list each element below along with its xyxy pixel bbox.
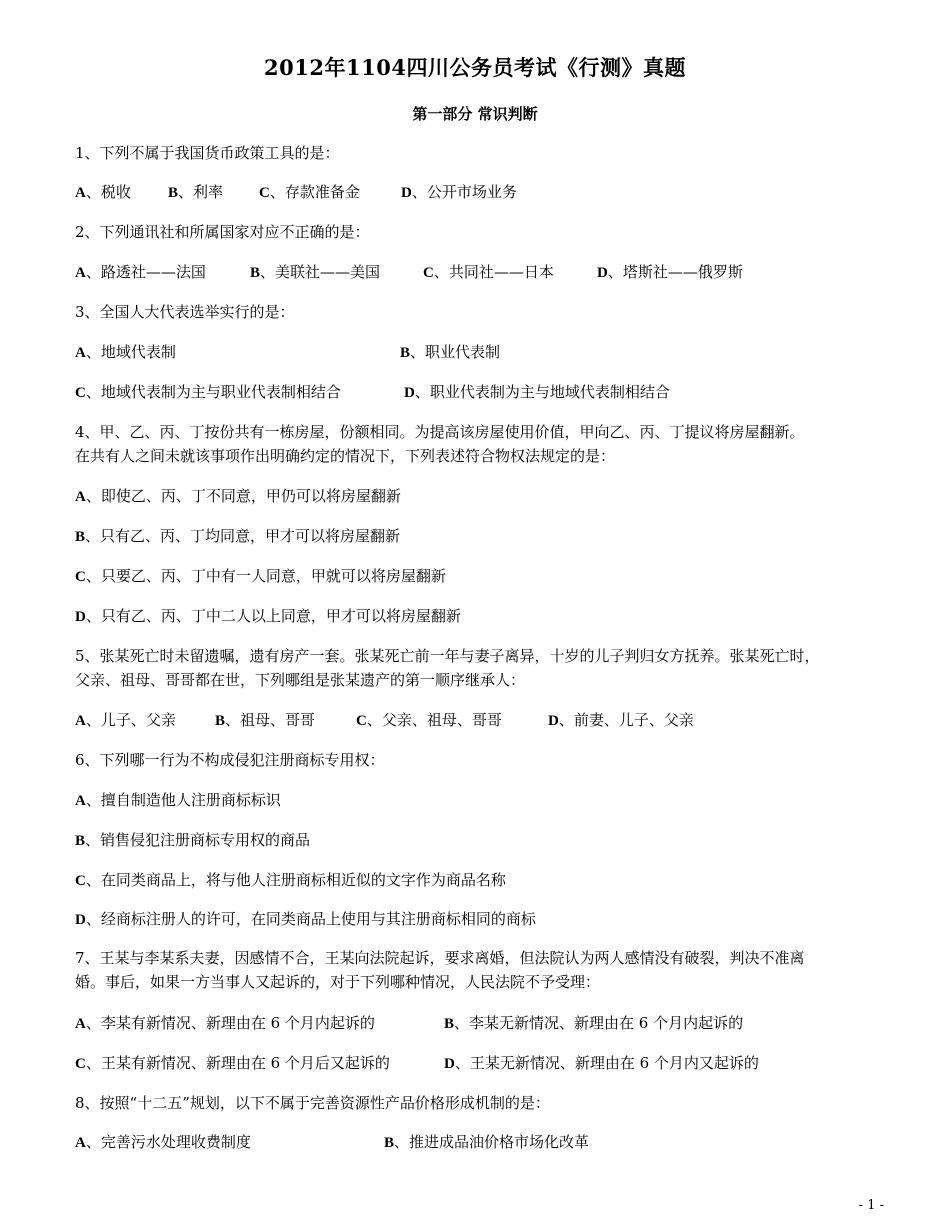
q5-option-d: D、前妻、儿子、父亲 (548, 711, 694, 729)
q3-option-a: A、地域代表制 (75, 343, 176, 361)
q1-option-d: D、公开市场业务 (401, 183, 517, 201)
question-2: 2、下列通讯社和所属国家对应不正确的是： (75, 223, 370, 241)
question-8: 8、按照“十二五”规划，以下不属于完善资源性产品价格形成机制的是： (75, 1094, 550, 1112)
question-1: 1、下列不属于我国货币政策工具的是： (75, 144, 340, 162)
question-5-line-1: 5、张某死亡时未留遗嘱，遗有房产一套。张某死亡前一年与妻子离异，十岁的儿子判归女方抚养。张某死亡时， (75, 647, 820, 665)
question-7-line-1: 7、王某与李某系夫妻，因感情不合，王某向法院起诉，要求离婚，但法院认为两人感情没有破裂，判决不准离 (75, 949, 805, 967)
q8-option-b: B、推进成品油价格市场化改革 (384, 1133, 590, 1151)
q3-option-c: C、地域代表制为主与职业代表制相结合 (75, 383, 341, 401)
question-4-line-2: 在共有人之间未就该事项作出明确约定的情况下，下列表述符合物权法规定的是： (75, 447, 616, 465)
q4-option-d: D、只有乙、丙、丁中二人以上同意，甲才可以将房屋翻新 (75, 607, 461, 625)
q4-option-a: A、即使乙、丙、丁不同意，甲仍可以将房屋翻新 (75, 487, 401, 505)
question-6: 6、下列哪一行为不构成侵犯注册商标专用权： (75, 751, 385, 769)
question-5-line-2: 父亲、祖母、哥哥都在世，下列哪组是张某遗产的第一顺序继承人： (75, 671, 526, 689)
q2-option-d: D、塔斯社——俄罗斯 (597, 263, 743, 281)
q6-option-c: C、在同类商品上，将与他人注册商标相近似的文字作为商品名称 (75, 871, 506, 889)
q1-option-b: B、利率 (168, 183, 224, 201)
q4-option-c: C、只要乙、丙、丁中有一人同意，甲就可以将房屋翻新 (75, 567, 446, 585)
question-3: 3、全国人大代表选举实行的是： (75, 303, 295, 321)
q2-option-c: C、共同社——日本 (423, 263, 554, 281)
q7-option-a: A、李某有新情况、新理由在 6 个月内起诉的 (75, 1014, 375, 1032)
q3-option-d: D、职业代表制为主与地域代表制相结合 (404, 383, 670, 401)
q2-option-b: B、美联社——美国 (250, 263, 381, 281)
q8-option-a: A、完善污水处理收费制度 (75, 1133, 251, 1151)
section-heading: 第一部分 常识判断 (412, 105, 538, 123)
q7-option-b: B、李某无新情况、新理由在 6 个月内起诉的 (444, 1014, 744, 1032)
q3-option-b: B、职业代表制 (400, 343, 501, 361)
question-7-line-2: 婚。事后，如果一方当事人又起诉的，对于下列哪种情况，人民法院不予受理： (75, 973, 601, 991)
q5-option-a: A、儿子、父亲 (75, 711, 176, 729)
q7-option-c: C、王某有新情况、新理由在 6 个月后又起诉的 (75, 1054, 390, 1072)
q6-option-b: B、销售侵犯注册商标专用权的商品 (75, 831, 311, 849)
q6-option-d: D、经商标注册人的许可，在同类商品上使用与其注册商标相同的商标 (75, 910, 536, 928)
page-number: - 1 - (858, 1198, 884, 1213)
page-title: 2012年1104四川公务员考试《行测》真题 (264, 55, 686, 80)
q5-option-b: B、祖母、哥哥 (215, 711, 316, 729)
q4-option-b: B、只有乙、丙、丁均同意，甲才可以将房屋翻新 (75, 527, 401, 545)
q2-option-a: A、路透社——法国 (75, 263, 206, 281)
q5-option-c: C、父亲、祖母、哥哥 (356, 711, 502, 729)
q6-option-a: A、擅自制造他人注册商标标识 (75, 791, 281, 809)
q1-option-c: C、存款准备金 (259, 183, 360, 201)
question-4-line-1: 4、甲、乙、丙、丁按份共有一栋房屋，份额相同。为提高该房屋使用价值，甲向乙、丙、丁提议将房屋翻新。 (75, 423, 805, 441)
q7-option-d: D、王某无新情况、新理由在 6 个月内又起诉的 (444, 1054, 759, 1072)
q1-option-a: A、税收 (75, 183, 131, 201)
